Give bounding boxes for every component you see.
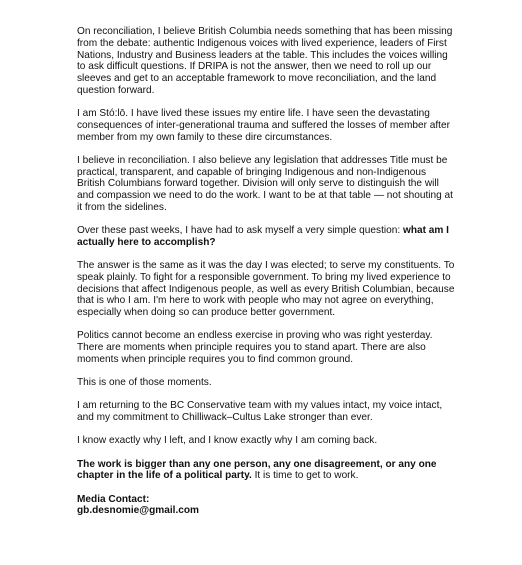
paragraph-identity <box>77 108 455 143</box>
paragraph-belief <box>77 155 455 214</box>
media-contact-email-text[interactable]: gb.desnomie@gmail.com <box>77 505 200 517</box>
paragraph-text: I know exactly why I left, and I know exactly why I am coming back. <box>77 435 378 447</box>
paragraph-answer <box>77 260 455 319</box>
paragraph-text: I am Stó:lō. I have lived these issues my entire life. I have seen the devastating consequences of inter-generational trauma and suffered the losses of member after member from my own family to these dire circumstances. <box>77 108 450 143</box>
paragraph-text: Over these past weeks, I have had to ask myself a very simple question: <box>77 225 403 236</box>
document-page <box>77 26 455 517</box>
paragraph-moment <box>77 377 455 389</box>
paragraph-text: I am returning to the BC Conservative team with my values intact, my voice intact, and my commitment to Chilliwack–Cultus Lake stronger than ever. <box>77 400 443 423</box>
paragraph-text: I believe in reconciliation. I also believe any legislation that addresses Title must be practical, transparent, and capable of bringing Indigenous and non-Indigenous British Columbians forward together. Division will only serve to distinguish the will and compassion we need to do the work. I want to be at that table — not shouting at it from the sidelines. <box>77 154 453 213</box>
paragraph-politics <box>77 330 455 365</box>
paragraph-text: This is one of those moments. <box>77 377 212 388</box>
paragraph-text: The answer is the same as it was the day I was elected; to serve my constituents. To speak plainly. To fight for a responsible government. To bring my lived experience to decisions that affect Indigenous people, as well as every British Columbian, because that is who I am. I'm here to work with people who may not agree on everything, especially when doing so can produce better government. <box>77 260 455 318</box>
paragraph-why <box>77 435 455 447</box>
paragraph-text: On reconciliation, I believe British Columbia needs something that has been missing from the debate: authentic Indigenous voices with lived experience, leaders of First Nations, Industry and Business leaders at the table. This includes the voices willing to ask difficult questions. If DRIPA is not the answer, then we need to roll up our sleeves and get to an acceptable framework to move reconciliation, and the land question forward. <box>77 26 453 96</box>
paragraph-text: It is time to get to work. <box>251 470 359 482</box>
paragraph-bold-text: The work is bigger than any one person, any one disagreement, or any one chapter in the life of a political party. <box>77 458 437 482</box>
paragraph-bold-text: what am I actually here to accomplish? <box>77 225 449 248</box>
media-contact-email[interactable] <box>77 505 455 517</box>
paragraph-text: Politics cannot become an endless exercise in proving who was right yesterday. There are moments when principle requires you to stand apart. There are also moments when principle requires you to find common ground. <box>77 330 433 365</box>
paragraph-question <box>77 225 455 249</box>
paragraph-closing <box>77 459 455 483</box>
media-contact-label <box>77 494 455 506</box>
paragraph-reconciliation <box>77 26 455 97</box>
media-contact-label-text: Media Contact: <box>77 493 150 505</box>
paragraph-returning <box>77 400 455 424</box>
